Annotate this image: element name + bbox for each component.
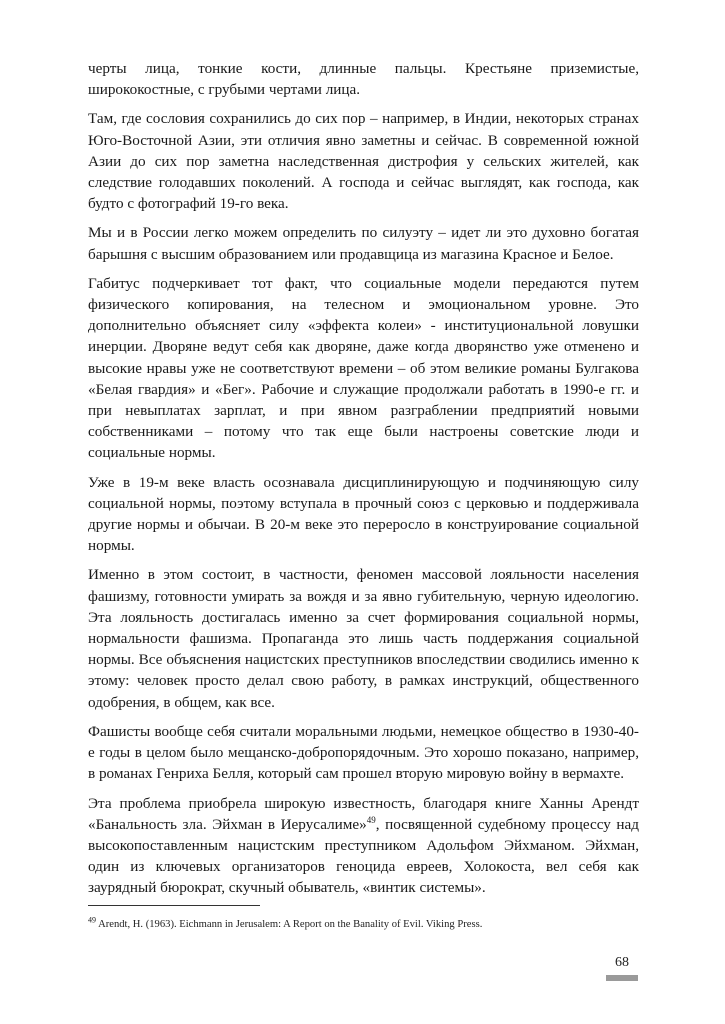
page-body (88, 58, 639, 907)
footnote-reference[interactable]: 49 (366, 814, 376, 825)
paragraph-with-footnote-ref (88, 793, 639, 899)
footnote-number: 49 (88, 915, 96, 925)
footnote-divider (88, 905, 260, 906)
paragraph: Там, где сословия сохранились до сих пор – например, в Индии, некоторых странах Юго-Восточной Азии, эти отличия явно заметны и сейчас. В современной южной Азии до сих пор заметна наследственная дистрофия у сельских жителей, как следствие голодавших поколений. А господа и сейчас выглядят, как господа, как будто с фотографий 19-го века. (88, 110, 639, 213)
paragraph: Мы и в России легко можем определить по силуэту – идет ли это духовно богатая барышня с высшим образованием или продавщица из магазина Красное и Белое. (88, 224, 639, 263)
paragraph-text: Эта проблема приобрела широкую известность, благодаря книге Ханны Арендт «Банальность зла. Эйхман в Иерусалиме» (88, 794, 639, 833)
footnote (88, 915, 648, 932)
paragraph: Габитус подчеркивает тот факт, что социальные модели передаются путем физического копирования, на телесном и эмоциональном уровне. Это дополнительно объясняет силу «эффекта колеи» - институциональной ловушки инерции. Дворяне ведут себя как дворяне, даже когда дворянство уже отменено и высокие нравы уже не соответствуют времени – об этом великие романы Булгакова «Белая гвардия» и «Бег». Рабочие и служащие продолжали работать в 1990-е гг. и при невыплатах зарплат, и при явном разграблении предприятий новыми собственниками – потому что так еще были настроены советские люди и социальные нормы. (88, 274, 639, 462)
paragraph-text: , посвященной судебному процессу над высокопоставленным нацистским преступником Адольфом Эйхманом. Эйхман, один из ключевых организаторов геноцида евреев, Холокоста, вел себя как заурядный бюрократ, скучный обыватель, «винтик системы». (88, 815, 639, 897)
paragraph: черты лица, тонкие кости, длинные пальцы. Крестьяне приземистые, ширококостные, с грубыми чертами лица. (88, 60, 639, 99)
paragraph: Именно в этом состоит, в частности, феномен массовой лояльности населения фашизму, готовности умирать за вождя и за явно губительную, черную идеологию. Эта лояльность достигалась именно за счет формирования социальной нормы, нормальности фашизма. Пропаганда это лишь часть поддержания социальной нормы. Все объяснения нацистских преступников впоследствии сводились именно к этому: человек просто делал свою работу, в рамках инструкций, общественного одобрения, в общем, как все. (88, 566, 639, 711)
footnote-text: Arendt, H. (1963). Eichmann in Jerusalem: A Report on the Banality of Evil. Viking Press. (96, 919, 483, 930)
paragraph: Фашисты вообще себя считали моральными людьми, немецкое общество в 1930-40-е годы в целом было мещанско-добропорядочным. Это хорошо показано, например, в романах Генриха Белля, который сам прошел вторую мировую войну в вермахте. (88, 722, 639, 783)
paragraph: Уже в 19-м веке власть осознавала дисциплинирующую и подчиняющую силу социальной нормы, поэтому вступала в прочный союз с церковью и поддерживала другие нормы и обычаи. В 20-м веке это переросло в конструирование социальной нормы. (88, 473, 639, 555)
page-number-bar (606, 975, 638, 981)
page-number: 68 (615, 955, 629, 970)
